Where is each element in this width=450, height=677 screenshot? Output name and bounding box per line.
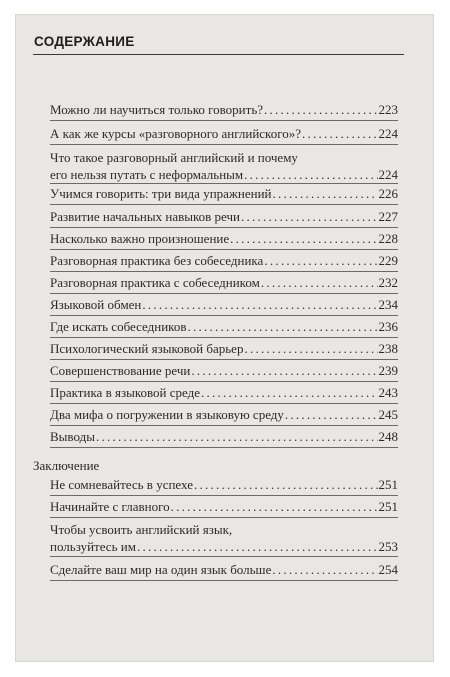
toc-entry-title: пользуйтесь им — [50, 539, 136, 554]
toc-entry-page: 236 — [378, 319, 398, 334]
toc-divider — [50, 227, 398, 228]
toc-leader-dots — [171, 499, 378, 514]
toc-entry-title: Можно ли научиться только говорить? — [50, 102, 264, 117]
toc-divider — [50, 293, 398, 294]
toc-entry-page: 227 — [378, 209, 398, 224]
toc-leader-dots — [264, 253, 377, 268]
toc-entry — [50, 562, 398, 577]
toc-entry-page: 251 — [378, 499, 398, 514]
toc-divider — [50, 403, 398, 404]
toc-entry-title-line1: Что такое разговорный английский и почему — [50, 150, 298, 165]
toc-entry — [50, 477, 398, 492]
toc-entry-page: 251 — [378, 477, 398, 492]
toc-leader-dots — [230, 231, 377, 246]
toc-leader-dots — [261, 275, 378, 290]
toc-entry-page: 248 — [378, 429, 398, 444]
toc-entry-page: 224 — [378, 126, 398, 141]
toc-divider — [50, 337, 398, 338]
toc-leader-dots — [194, 477, 378, 492]
page-title: СОДЕРЖАНИЕ — [34, 34, 135, 49]
toc-entry — [50, 253, 398, 268]
toc-entry — [50, 407, 398, 422]
toc-leader-dots — [191, 363, 377, 378]
toc-entry — [50, 429, 398, 444]
toc-entry-title: Психологический языковой барьер — [50, 341, 244, 356]
toc-entry-page: 245 — [378, 407, 398, 422]
toc-entry-page: 223 — [378, 102, 398, 117]
toc-entry — [50, 126, 398, 141]
toc-entry-title: Языковой обмен — [50, 297, 142, 312]
toc-entry-title: Не сомневайтесь в успехе — [50, 477, 193, 492]
toc-entry-page: 232 — [378, 275, 398, 290]
toc-entry — [50, 275, 398, 290]
toc-leader-dots — [201, 385, 378, 400]
toc-entry — [50, 297, 398, 312]
toc-entry-title: Разговорная практика с собеседником — [50, 275, 260, 290]
toc-divider — [50, 183, 398, 184]
toc-divider — [50, 425, 398, 426]
toc-entry — [50, 341, 398, 356]
toc-divider — [50, 381, 398, 382]
toc-divider — [50, 495, 398, 496]
header-rule — [33, 54, 404, 55]
toc-leader-dots — [187, 319, 377, 334]
toc-entry-title: Разговорная практика без собеседника — [50, 253, 264, 268]
toc-entry — [50, 522, 398, 554]
toc-entry — [50, 231, 398, 246]
toc-entry-title: А как же курсы «разговорного английского»? — [50, 126, 301, 141]
toc-entry-page: 254 — [378, 562, 398, 577]
toc-divider — [50, 315, 398, 316]
toc-entry — [50, 499, 398, 514]
toc-entry-page: 234 — [378, 297, 398, 312]
toc-entry-title: Два мифа о погружении в языковую среду — [50, 407, 284, 422]
toc-entry-title-line1: Чтобы усвоить английский язык, — [50, 522, 233, 537]
toc-divider — [50, 271, 398, 272]
toc-leader-dots — [272, 562, 377, 577]
toc-entry — [50, 319, 398, 334]
toc-leader-dots — [137, 539, 378, 554]
toc-entry-title: Начинайте с главного — [50, 499, 170, 514]
toc-divider — [50, 144, 398, 145]
toc-leader-dots — [142, 297, 377, 312]
toc-entry-page: 229 — [378, 253, 398, 268]
toc-entry-title: Учимся говорить: три вида упражнений — [50, 186, 272, 201]
toc-entry-page: 226 — [378, 186, 398, 201]
toc-entry-page: 239 — [378, 363, 398, 378]
toc-divider — [50, 517, 398, 518]
toc-entry-title: Где искать собеседников — [50, 319, 187, 334]
toc-entry-page: 243 — [378, 385, 398, 400]
toc-divider — [50, 556, 398, 557]
toc-entry-title: Развитие начальных навыков речи — [50, 209, 240, 224]
toc-entry — [50, 186, 398, 201]
toc-entry-page: 253 — [378, 539, 398, 554]
toc-entry-title: Совершенствование речи — [50, 363, 191, 378]
toc-divider — [50, 249, 398, 250]
toc-entry-page: 228 — [378, 231, 398, 246]
toc-leader-dots — [241, 209, 378, 224]
conclusion-heading: Заключение — [33, 458, 100, 473]
toc-divider — [50, 120, 398, 121]
toc-divider — [50, 580, 398, 581]
toc-leader-dots — [273, 186, 378, 201]
toc-leader-dots — [96, 429, 378, 444]
toc-entry-title: его нельзя путать с неформальным — [50, 167, 244, 182]
toc-entry — [50, 102, 398, 117]
toc-divider — [50, 447, 398, 448]
toc-entry — [50, 363, 398, 378]
toc-leader-dots — [244, 341, 377, 356]
toc-divider — [50, 359, 398, 360]
toc-leader-dots — [302, 126, 378, 141]
toc-leader-dots — [285, 407, 378, 422]
toc-entry-title: Практика в языковой среде — [50, 385, 200, 400]
toc-entry-title: Насколько важно произношение — [50, 231, 230, 246]
toc-entry — [50, 150, 398, 182]
toc-entry — [50, 385, 398, 400]
toc-entry-title: Сделайте ваш мир на один язык больше — [50, 562, 272, 577]
toc-entry-page: 238 — [378, 341, 398, 356]
toc-leader-dots — [264, 102, 377, 117]
toc-entry — [50, 209, 398, 224]
toc-entry-title: Выводы — [50, 429, 95, 444]
toc-divider — [50, 204, 398, 205]
toc-leader-dots — [244, 167, 377, 182]
toc-entry-page: 224 — [378, 167, 398, 182]
